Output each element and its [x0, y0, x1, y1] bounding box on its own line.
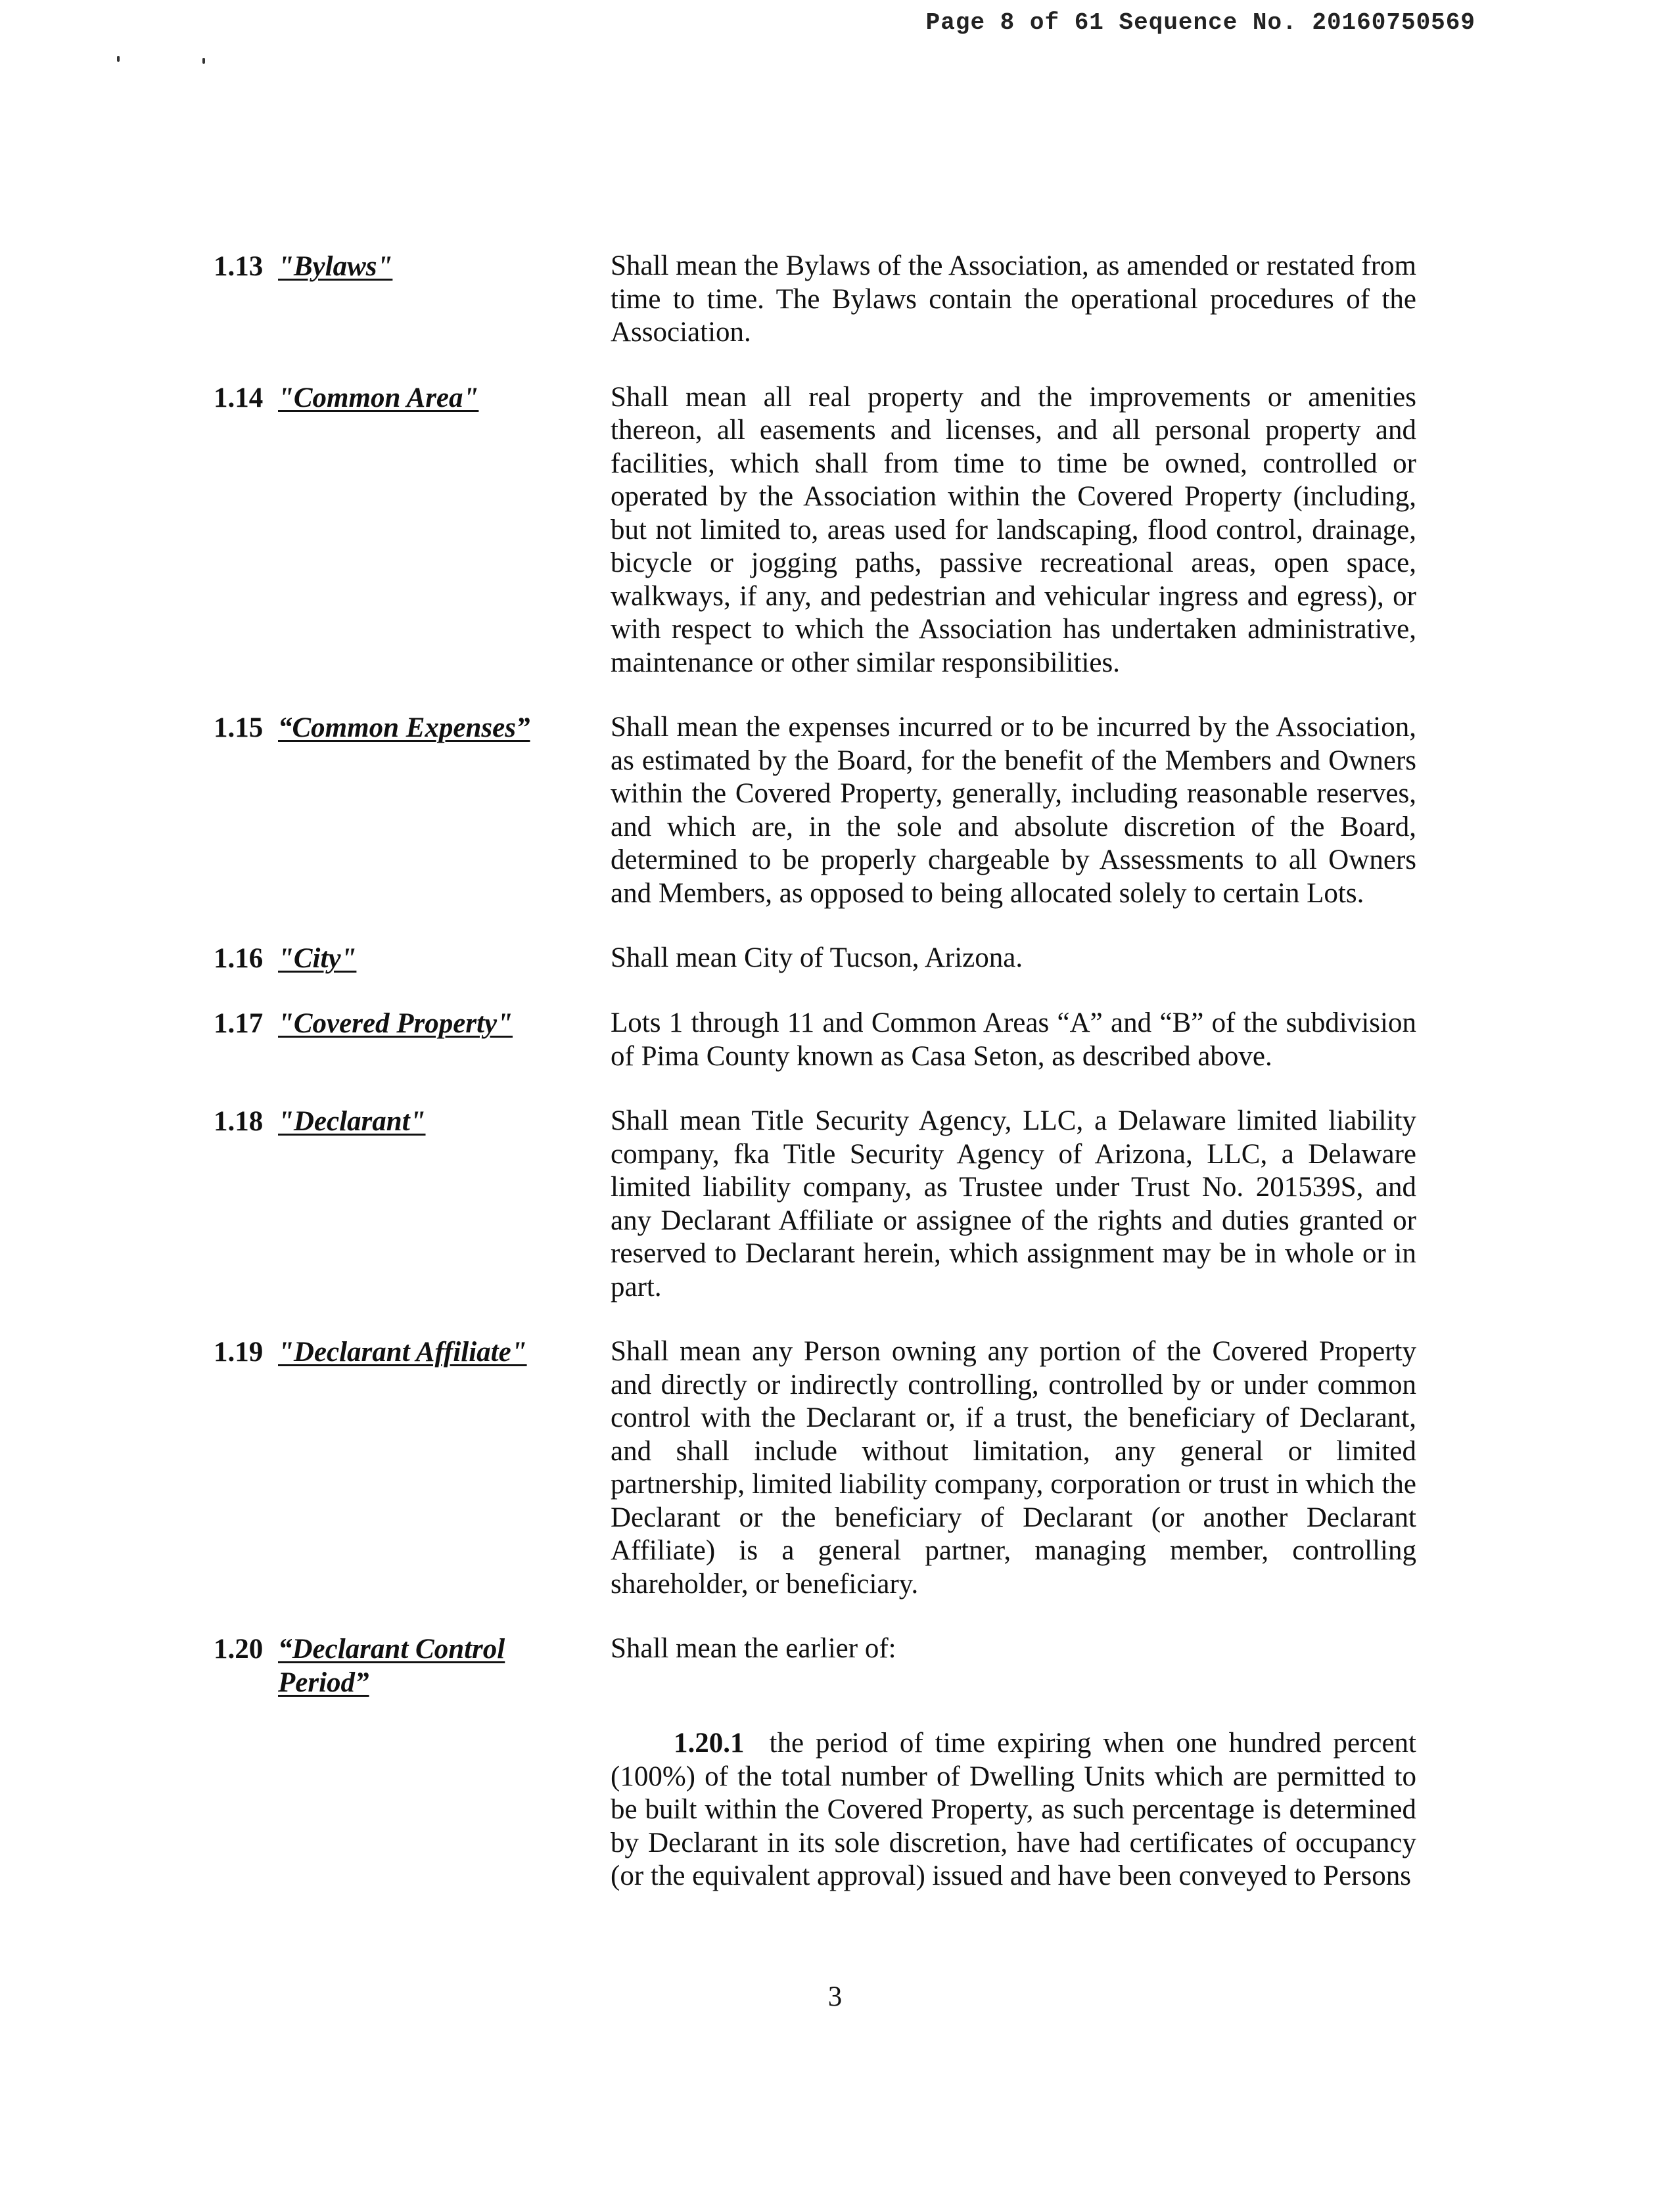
subsection-text: the period of time expiring when one hundred percent (100%) of the total number of Dwelling Units which are permitted to be built within the Covered Property, as such percentage is determined by Declarant in its sole discretion, have had certificates of occupancy (or the equivalent approval) issued and have been conveyed to Persons	[611, 1728, 1416, 1891]
definition-number: 1.19	[214, 1337, 264, 1368]
definition-number: 1.18	[214, 1106, 264, 1137]
definition-name: "Common Area"	[278, 382, 479, 413]
definition-number: 1.16	[214, 943, 264, 974]
page-number: 3	[827, 1981, 843, 2012]
subsection-1-20-1	[611, 1727, 1416, 1893]
definition-name: "Bylaws"	[278, 251, 393, 282]
definition-number: 1.15	[214, 712, 264, 743]
definition-term	[214, 250, 611, 283]
definition-1-18	[214, 1105, 1423, 1304]
definition-text: Shall mean the Bylaws of the Association, as amended or restated from time to time. The Bylaws contain the operational procedures of the Association.	[611, 250, 1416, 348]
definition-name: "City"	[278, 943, 357, 974]
definition-name: "Covered Property"	[278, 1008, 513, 1039]
subsection-number: 1.20.1	[674, 1728, 745, 1759]
definition-number: 1.17	[214, 1008, 264, 1039]
definition-1-14	[214, 381, 1423, 680]
definition-term	[214, 1105, 611, 1138]
definition-name: "Declarant"	[278, 1106, 426, 1137]
definition-number: 1.20	[214, 1634, 264, 1665]
definition-term	[214, 942, 611, 975]
scan-speck	[202, 58, 205, 64]
definitions-list	[214, 250, 1423, 1893]
definition-1-13	[214, 250, 1423, 350]
definition-1-17	[214, 1007, 1423, 1073]
definition-1-19	[214, 1335, 1423, 1601]
definition-term	[214, 1335, 611, 1369]
definition-text: Shall mean City of Tucson, Arizona.	[611, 942, 1023, 973]
definition-term	[214, 1007, 611, 1040]
definition-text: Shall mean any Person owning any portion of the Covered Property and directly or indirectly controlling, controlled by or under common control with the Declarant or, if a trust, the beneficiary of Declarant, and shall include without limitation, any general or limited partnership, limited liability company, corporation or trust in which the Declarant or the beneficiary of Declarant (or another Declarant Affiliate) is a general partner, managing member, controlling shareholder, or beneficiary.	[611, 1336, 1416, 1600]
definition-name: “Common Expenses”	[278, 712, 530, 743]
definition-text: Shall mean the earlier of:	[611, 1633, 896, 1664]
definition-term	[214, 1632, 611, 1699]
definition-text: Lots 1 through 11 and Common Areas “A” and “B” of the subdivision of Pima County known as Casa Seton, as described above.	[611, 1007, 1416, 1072]
definition-number: 1.13	[214, 251, 264, 282]
definition-1-20	[214, 1632, 1423, 1699]
definition-1-15	[214, 711, 1423, 910]
definition-text: Shall mean Title Security Agency, LLC, a Delaware limited liability company, fka Title Security Agency of Arizona, LLC, a Delaware limited liability company, as Trustee under Trust No. 201539S, and any Declarant Affiliate or assignee of the rights and duties granted or reserved to Declarant herein, which assignment may be in whole or in part.	[611, 1105, 1416, 1302]
page-sequence-stamp: Page 8 of 61 Sequence No. 20160750569	[925, 9, 1475, 36]
definition-1-16	[214, 942, 1423, 975]
definition-term	[214, 711, 611, 745]
definition-text: Shall mean all real property and the improvements or amenities thereon, all easements and licenses, and all personal property and facilities, which shall from time to time be owned, controlled or operated by the Association within the Covered Property (including, but not limited to, areas used for landscaping, flood control, drainage, bicycle or jogging paths, passive recreational areas, open space, walkways, if any, and pedestrian and vehicular ingress and egress), or with respect to which the Association has undertaken administrative, maintenance or other similar responsibilities.	[611, 381, 1416, 678]
definition-text: Shall mean the expenses incurred or to be incurred by the Association, as estimated by the Board, for the benefit of the Members and Owners within the Covered Property, generally, including reasonable reserves, and which are, in the sole and absolute discretion of the Board, determined to be properly chargeable by Assessments to all Owners and Members, as opposed to being allocated solely to certain Lots.	[611, 712, 1416, 909]
definition-name: “Declarant Control Period”	[278, 1634, 505, 1698]
definition-name: "Declarant Affiliate"	[278, 1337, 527, 1368]
scan-speck	[117, 56, 120, 62]
definition-term	[214, 381, 611, 415]
definition-number: 1.14	[214, 382, 264, 413]
